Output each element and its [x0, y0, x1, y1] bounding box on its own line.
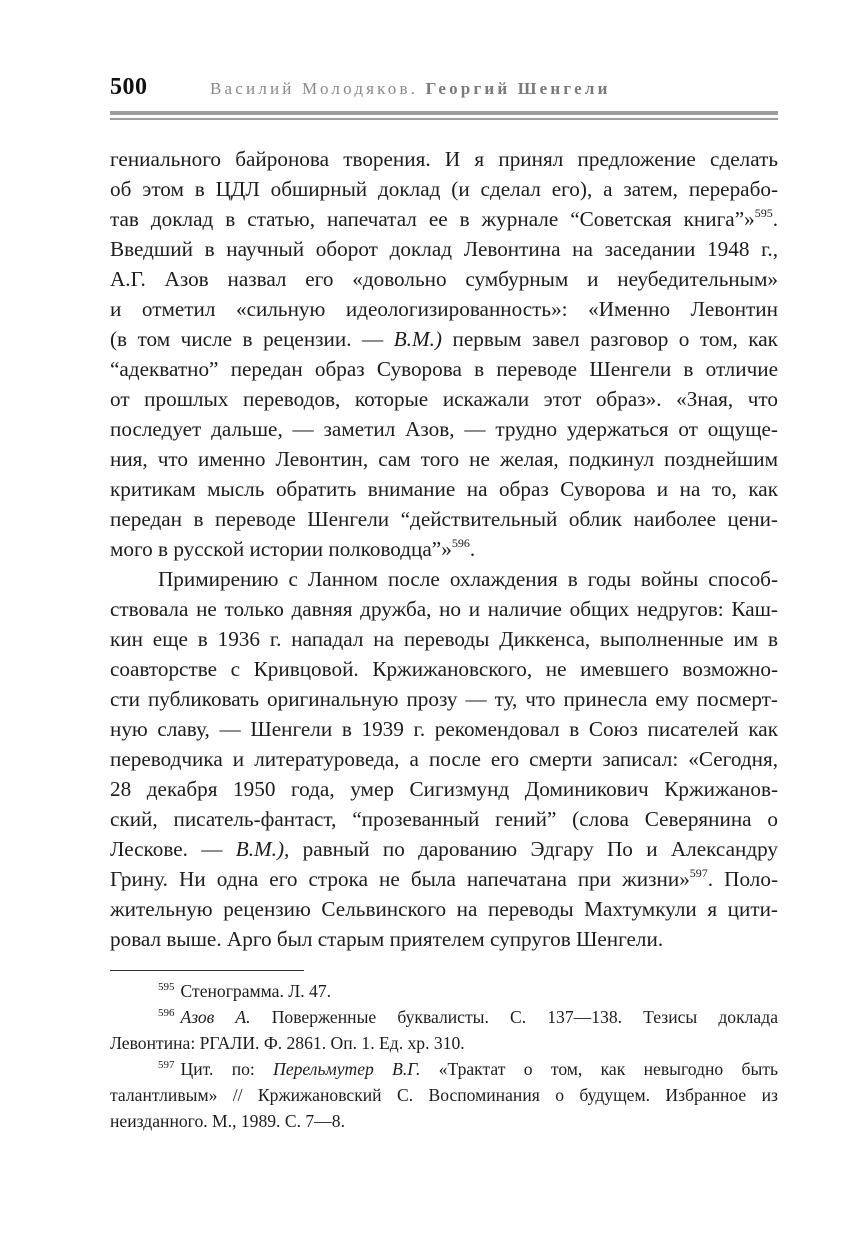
text-line: кин еще в 1936 г. нападал на переводы Диккенса, выполненные им в — [110, 627, 778, 651]
text-line: от прошлых переводов, которые искажали этот образ». «Зная, что — [110, 387, 778, 411]
footnote-separator — [110, 970, 304, 971]
text-line: соавторстве с Кривцовой. Кржижановского, не имевшего возможно- — [110, 657, 778, 681]
text-span: . Поло- — [707, 867, 778, 891]
text-span: равный по дарованию Эдгару По и Александру — [289, 837, 779, 861]
text-span: мого в русской истории полководца”» — [110, 537, 452, 561]
footnote-596-cont: Левонтина: РГАЛИ. Ф. 2861. Оп. 1. Ед. хр. 310. — [110, 1033, 465, 1053]
text-line: передан в переводе Шенгели “действительный облик наиболее цени- — [110, 507, 778, 531]
text-line — [110, 866, 778, 896]
footnote-ref-596[interactable]: 596 — [451, 536, 470, 550]
footnote-595 — [110, 980, 778, 1006]
text-span: тав доклад в статью, напечатал ее в журнале “Советская книга”» — [110, 207, 755, 231]
text-line: жительную рецензию Сельвинского на переводы Махтумкули я цити- — [110, 897, 778, 921]
paragraph-1 — [110, 146, 778, 566]
footnote-596 — [110, 1006, 778, 1032]
text-span: . — [772, 207, 778, 231]
text-span: Грину. Ни одна его строка не была напечатана при жизни» — [110, 867, 690, 891]
text-line: последует дальше, — заметил Азов, — трудно удержаться от ощуще- — [110, 417, 778, 441]
editor-initials: В.М.), — [235, 837, 290, 861]
text-line: и отметил «сильную идеологизированность»: «Именно Левонтин — [110, 297, 778, 321]
main-text — [110, 146, 778, 956]
text-line: гениального байронова творения. И я принял предложение сделать — [110, 147, 778, 171]
header-author: Василий Молодяков — [210, 79, 411, 98]
text-line: ную славу, — Шенгели в 1939 г. рекомендовал в Союз писателей как — [110, 717, 778, 741]
text-span: (в том числе в рецензии. — — [110, 327, 394, 351]
text-line — [110, 536, 778, 566]
footnote-597 — [110, 1058, 778, 1084]
footnote-text: «Трактат о том, как невыгодно быть — [420, 1059, 778, 1079]
footnote-text: Поверженные буквалисты. С. 137—138. Тезисы доклада — [250, 1007, 778, 1027]
text-line: А.Г. Азов назвал его «довольно сумбурным и неубедительным» — [110, 267, 778, 291]
running-header — [110, 74, 778, 106]
footnote-text: Стенограмма. Л. 47. — [180, 981, 332, 1001]
running-title — [210, 79, 611, 99]
header-rule-thin — [110, 118, 778, 120]
text-line: ния, что именно Левонтин, сам того не желая, подкинул позднейшим — [110, 447, 778, 471]
header-book-title: Георгий Шенгели — [425, 79, 611, 98]
footnote-text: Цит. по: — [180, 1059, 274, 1079]
footnote-ref-595[interactable]: 595 — [754, 206, 773, 220]
header-rule-thick — [110, 111, 778, 115]
text-line — [110, 206, 778, 236]
text-span: . — [469, 537, 476, 561]
footnote-597-cont: неизданного. М., 1989. С. 7—8. — [110, 1111, 345, 1131]
paragraph-2 — [110, 566, 778, 956]
footnote-597-cont: талантливым» // Кржижановский С. Воспоминания о будущем. Избранное из — [110, 1085, 778, 1105]
text-line — [110, 326, 778, 356]
footnote-author: Азов А. — [180, 1007, 251, 1027]
text-span: первым завел разговор о том, как — [441, 327, 778, 351]
text-line: Введший в научный оборот доклад Левонтина на заседании 1948 г., — [110, 237, 778, 261]
page-number: 500 — [110, 74, 148, 100]
footnote-number: 597 — [158, 1059, 175, 1071]
text-line: об этом в ЦДЛ обширный доклад (и сделал его), а затем, перерабо- — [110, 177, 778, 201]
text-line: 28 декабря 1950 года, умер Сигизмунд Доминикович Кржижанов- — [110, 777, 778, 801]
text-line: переводчика и литературоведа, а после его смерти записал: «Сегодня, — [110, 747, 778, 771]
text-line: сти публиковать оригинальную прозу — ту, что принесла ему посмерт- — [110, 687, 778, 711]
text-line: Примирению с Ланном после охлаждения в годы войны способ- — [158, 567, 778, 591]
text-line — [110, 836, 778, 866]
editor-initials: В.М.) — [393, 327, 442, 351]
text-span: Лескове. — — [110, 837, 236, 861]
text-line: “адекватно” передан образ Суворова в переводе Шенгели в отличие — [110, 357, 778, 381]
footnote-number: 596 — [158, 1007, 175, 1019]
text-line: критикам мысль обратить внимание на образ Суворова и на то, как — [110, 477, 778, 501]
text-line: ствовала не только давняя дружба, но и наличие общих недругов: Каш- — [110, 597, 778, 621]
header-separator: . — [410, 79, 419, 98]
footnote-author: Перельмутер В.Г. — [273, 1059, 421, 1079]
text-line: ский, писатель-фантаст, “прозеванный гений” (слова Северянина о — [110, 807, 778, 831]
footnote-ref-597[interactable]: 597 — [689, 866, 708, 880]
footnote-number: 595 — [158, 981, 175, 993]
text-line: ровал выше. Арго был старым приятелем супругов Шенгели. — [110, 927, 664, 951]
footnotes — [110, 980, 778, 1136]
